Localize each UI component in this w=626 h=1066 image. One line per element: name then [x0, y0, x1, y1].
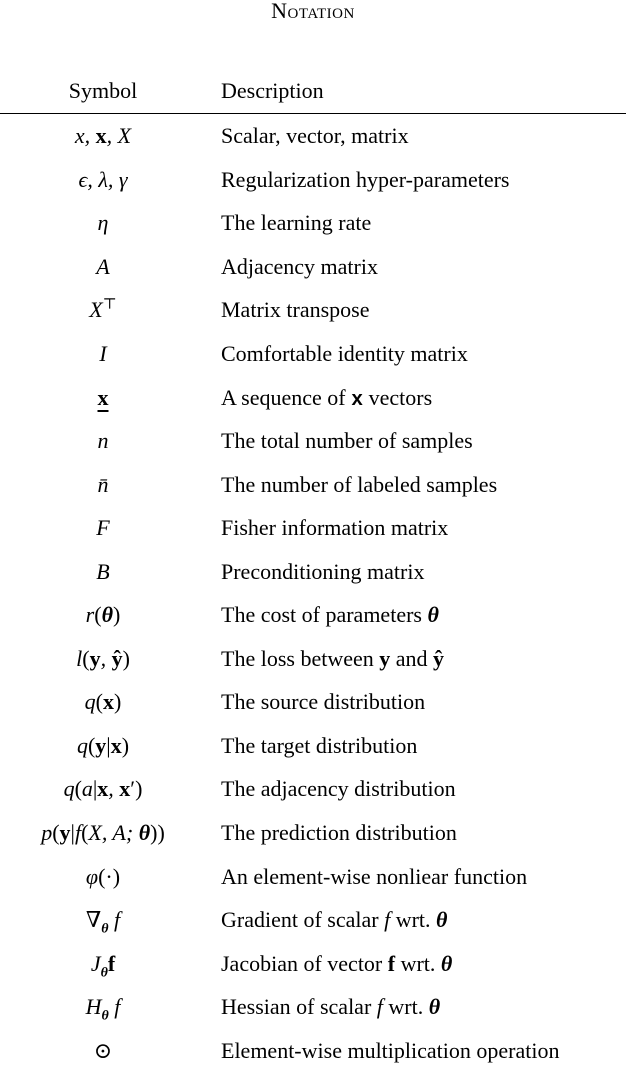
symbol-cell: q(x)	[84, 689, 122, 714]
symbol-cell: $\nabla_\theta$ f	[85, 907, 121, 937]
description-cell: The total number of samples	[221, 428, 473, 453]
table-row	[0, 208, 626, 238]
symbol-cell: φ(·)	[85, 864, 121, 889]
description-cell: Adjacency matrix	[221, 254, 378, 279]
symbol-cell: η	[97, 210, 109, 235]
table-row	[0, 818, 626, 848]
table-row	[0, 383, 626, 413]
description-cell: The adjacency distribution	[221, 776, 456, 801]
description-cell: A sequence of x vectors	[221, 385, 433, 412]
description-cell: The cost of parameters θ	[221, 602, 439, 627]
table-row	[0, 252, 626, 282]
symbol-cell: l(y, ŷ)	[76, 646, 130, 671]
description-cell: The target distribution	[221, 733, 418, 758]
symbol-cell: $J_\theta f$	[90, 951, 116, 981]
description-cell: Regularization hyper-parameters	[221, 167, 510, 192]
description-cell: The prediction distribution	[221, 820, 457, 845]
symbol-cell: q(a|x, x′)	[63, 776, 143, 801]
description-cell: An element-wise nonliear function	[221, 864, 528, 889]
symbol-cell: F	[96, 515, 110, 540]
table-row	[0, 644, 626, 674]
header-rule	[0, 113, 626, 114]
table-row	[0, 165, 626, 195]
description-cell: Matrix transpose	[221, 297, 370, 322]
symbol-cell: q(y|x)	[76, 733, 130, 758]
description-cell: Hessian of scalar f wrt. θ	[221, 994, 441, 1019]
table-row	[0, 905, 626, 935]
symbol-cell: x, x, X	[74, 123, 132, 148]
symbol-cell: n	[97, 428, 109, 453]
symbol-cell: x	[97, 385, 109, 410]
symbol-cell: $H_\theta$ f	[85, 994, 121, 1024]
symbol-cell: ⊙	[93, 1038, 113, 1063]
table-title: Notation	[271, 0, 355, 23]
description-cell: Jacobian of vector f wrt. θ	[221, 951, 453, 976]
table-row	[0, 557, 626, 587]
table-row	[0, 513, 626, 543]
symbol-cell: A	[96, 254, 110, 279]
description-cell: The loss between y and ŷ	[221, 646, 444, 671]
table-row	[0, 862, 626, 892]
symbol-cell: n̄	[97, 472, 109, 497]
description-cell: The source distribution	[221, 689, 426, 714]
description-cell: Gradient of scalar f wrt. θ	[221, 907, 448, 932]
table-row	[0, 774, 626, 804]
description-cell: The number of labeled samples	[221, 472, 498, 497]
symbol-cell: B	[96, 559, 110, 584]
table-row	[0, 600, 626, 630]
table-row	[0, 339, 626, 369]
table-row	[0, 687, 626, 717]
symbol-column-header: Symbol	[68, 78, 138, 103]
symbol-cell: p(y|f(X, A; θ))	[41, 820, 165, 845]
description-cell: Preconditioning matrix	[221, 559, 425, 584]
description-cell: Comfortable identity matrix	[221, 341, 468, 366]
description-cell: Element-wise multiplication operation	[221, 1038, 560, 1063]
table-header	[0, 76, 626, 106]
table-row	[0, 949, 626, 979]
table-row	[0, 731, 626, 761]
table-row	[0, 470, 626, 500]
table-row	[0, 426, 626, 456]
symbol-cell: X⊤	[89, 296, 117, 322]
symbol-cell: I	[99, 341, 107, 366]
table-row	[0, 992, 626, 1022]
symbol-cell: r(θ)	[85, 602, 121, 627]
description-cell: Scalar, vector, matrix	[221, 123, 409, 148]
symbol-cell: ϵ, λ, γ	[78, 167, 128, 192]
description-cell: The learning rate	[221, 210, 372, 235]
table-row	[0, 295, 626, 325]
table-row	[0, 121, 626, 151]
description-column-header: Description	[221, 78, 324, 103]
description-cell: Fisher information matrix	[221, 515, 449, 540]
table-row	[0, 1036, 626, 1066]
